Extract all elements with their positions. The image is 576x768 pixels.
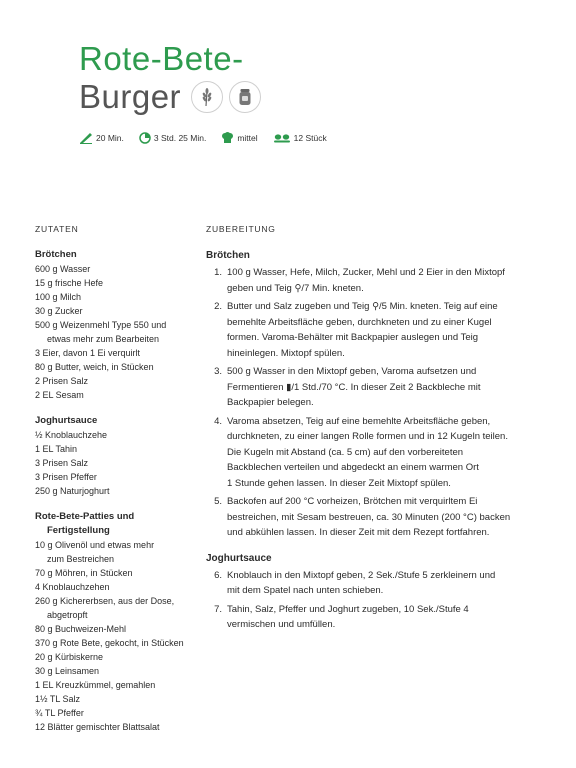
ingredient-item xyxy=(35,622,195,636)
ingredient-item xyxy=(35,594,195,622)
prep-time-label: 20 Min. xyxy=(96,133,124,143)
step-line: Die Kugeln mit Abstand (ca. 5 cm) auf den vorbereiteten xyxy=(227,446,464,458)
preparation-heading: ZUBEREITUNG xyxy=(206,224,276,234)
step-number: 3. xyxy=(214,366,222,377)
prep-time xyxy=(79,132,124,144)
servings xyxy=(273,132,327,144)
ingredient-group-title: Rote-Bete-Patties und xyxy=(35,511,135,522)
step-line: Varoma absetzen, Teig auf eine bemehlte Arbeitsfläche geben, xyxy=(227,415,491,427)
step-text xyxy=(227,265,536,296)
step-item xyxy=(206,568,536,599)
step-number: 5. xyxy=(214,496,222,507)
ingredient-item xyxy=(35,538,195,566)
step-number: 1. xyxy=(214,267,222,278)
bread-tray-icon xyxy=(273,132,291,144)
step-text xyxy=(227,299,536,361)
ingredient-item xyxy=(35,262,195,276)
step-line: mit dem Spatel nach unten schieben. xyxy=(227,585,384,596)
ingredient-line: ¾ TL Pfeffer xyxy=(35,708,84,718)
ingredient-item xyxy=(35,442,195,456)
ingredient-line: 30 g Leinsamen xyxy=(35,666,100,676)
step-item xyxy=(206,414,536,492)
ingredient-group xyxy=(35,248,195,402)
title-line-2: Burger xyxy=(79,78,182,115)
preparation-group-title: Brötchen xyxy=(206,250,250,261)
step-text xyxy=(227,494,536,541)
step-item xyxy=(206,299,536,361)
knife-icon xyxy=(79,132,93,144)
ingredient-group xyxy=(35,414,195,498)
servings-label: 12 Stück xyxy=(293,133,327,143)
step-line: Backblechen verteilen und abgedeckt an einem warmen Ort xyxy=(227,462,479,473)
ingredient-line: 370 g Rote Bete, gekocht, in Stücken xyxy=(35,638,184,648)
title-line-1: Rote-Bete- xyxy=(79,40,244,77)
ingredient-line: 2 EL Sesam xyxy=(35,390,84,400)
ingredient-line: 260 g Kichererbsen, aus der Dose, xyxy=(35,596,175,606)
step-number: 6. xyxy=(214,569,222,581)
ingredient-line: 250 g Naturjoghurt xyxy=(35,486,110,496)
ingredient-item xyxy=(35,304,195,318)
difficulty xyxy=(221,132,257,144)
ingredient-item xyxy=(35,456,195,470)
ingredient-item xyxy=(35,636,195,650)
difficulty-label: mittel xyxy=(237,133,258,143)
step-line: durchkneten, zu einer langen Rolle formen und in 12 Kugeln teilen. xyxy=(227,431,508,442)
step-line: Fermentieren ▮/1 Std./70 °C. In dieser Zeit 2 Backbleche mit xyxy=(227,381,481,393)
ingredient-group xyxy=(35,510,195,734)
step-item xyxy=(206,602,536,633)
ingredient-item xyxy=(35,678,195,692)
ingredient-item xyxy=(35,470,195,484)
ingredient-line: 70 g Möhren, in Stücken xyxy=(35,568,133,578)
ingredient-item xyxy=(35,580,195,594)
ingredient-line: 500 g Weizenmehl Type 550 und xyxy=(35,320,167,330)
ingredient-line: 10 g Olivenöl und etwas mehr xyxy=(35,540,155,550)
step-line: Butter und Salz zugeben und Teig ⚲/5 Min. kneten. Teig auf eine xyxy=(227,301,498,312)
step-item xyxy=(206,265,536,296)
ingredient-item xyxy=(35,374,195,388)
ingredient-item xyxy=(35,388,195,402)
ingredient-line: 1½ TL Salz xyxy=(35,694,81,704)
step-item xyxy=(206,364,536,411)
ingredient-item xyxy=(35,360,195,374)
ingredient-line: 15 g frische Hefe xyxy=(35,278,104,288)
ingredient-item xyxy=(35,484,195,498)
preparation-group xyxy=(206,248,536,541)
step-text xyxy=(227,414,536,492)
clock-icon xyxy=(139,132,151,144)
ingredient-line: 1 EL Kreuzkümmel, gemahlen xyxy=(35,680,156,690)
total-time xyxy=(139,132,206,144)
chef-hat-icon xyxy=(221,132,234,144)
step-line: hineinlegen. Mixtopf spülen. xyxy=(227,347,345,359)
step-line: bemehlte Arbeitsfläche geben, durchkneten und zu einer Kugel xyxy=(227,316,492,328)
title-line-2-row xyxy=(79,78,261,116)
wheat-icon xyxy=(191,81,223,113)
ingredient-line: 1 EL Tahin xyxy=(35,444,78,454)
ingredient-line: 80 g Buchweizen-Mehl xyxy=(35,624,127,634)
ingredient-item xyxy=(35,692,195,706)
ingredient-line: 600 g Wasser xyxy=(35,264,91,274)
ingredient-line: 30 g Zucker xyxy=(35,306,83,316)
step-line: Backpapier belegen. xyxy=(227,397,314,408)
step-text xyxy=(227,568,536,599)
ingredient-group-title: Brötchen xyxy=(35,249,77,260)
ingredient-line: ½ Knoblauchzehe xyxy=(35,430,108,440)
ingredient-group-title-cont: Fertigstellung xyxy=(47,525,110,536)
ingredient-item xyxy=(35,566,195,580)
ingredient-line: 3 Prisen Salz xyxy=(35,458,89,468)
step-line: 100 g Wasser, Hefe, Milch, Zucker, Mehl und 2 Eier in den Mixtopf xyxy=(227,267,505,278)
jar-icon xyxy=(229,81,261,113)
recipe-meta xyxy=(79,132,342,144)
ingredient-line: 100 g Milch xyxy=(35,292,82,302)
ingredient-line: 2 Prisen Salz xyxy=(35,376,89,386)
ingredient-line: 20 g Kürbiskerne xyxy=(35,652,104,662)
preparation-group-title: Joghurtsauce xyxy=(206,552,272,564)
step-text xyxy=(227,364,536,411)
ingredient-line: 3 Prisen Pfeffer xyxy=(35,472,97,482)
ingredients-section xyxy=(35,224,195,746)
step-line: Backofen auf 200 °C vorheizen, Brötchen mit verquirltem Ei xyxy=(227,496,478,507)
ingredient-line: zum Bestreichen xyxy=(47,554,115,564)
ingredient-line: etwas mehr zum Bearbeiten xyxy=(47,334,160,344)
ingredient-item xyxy=(35,346,195,360)
ingredient-item xyxy=(35,318,195,346)
total-time-label: 3 Std. 25 Min. xyxy=(153,133,207,143)
ingredient-item xyxy=(35,664,195,678)
step-number: 7. xyxy=(214,603,222,615)
step-line: vermischen und umfüllen. xyxy=(227,619,336,630)
step-line: 500 g Wasser in den Mixtopf geben, Varoma aufsetzen und xyxy=(227,366,477,377)
step-list xyxy=(206,568,536,633)
ingredient-item xyxy=(35,290,195,304)
ingredient-item xyxy=(35,650,195,664)
recipe-title xyxy=(79,40,261,116)
step-line: Tahin, Salz, Pfeffer und Joghurt zugeben, 10 Sek./Stufe 4 xyxy=(227,603,469,615)
step-line: bestreichen, mit Sesam bestreuen, ca. 30 Minuten (200 °C) backen xyxy=(227,511,511,523)
ingredient-item xyxy=(35,428,195,442)
step-line: 1 Stunde gehen lassen. In dieser Zeit Mixtopf spülen. xyxy=(227,477,451,489)
step-line: formen. Varoma-Behälter mit Backpapier auslegen und Teig xyxy=(227,332,479,343)
ingredient-item xyxy=(35,706,195,720)
step-line: Knoblauch in den Mixtopf geben, 2 Sek./Stufe 5 zerkleinern und xyxy=(227,569,496,581)
ingredient-line: 12 Blätter gemischter Blattsalat xyxy=(35,722,160,732)
step-list xyxy=(206,265,536,541)
step-line: geben und Teig ⚲/7 Min. kneten. xyxy=(227,282,364,294)
ingredient-line: 3 Eier, davon 1 Ei verquirlt xyxy=(35,348,141,358)
step-item xyxy=(206,494,536,541)
preparation-group xyxy=(206,551,536,633)
step-line: und abkühlen lassen. In dieser Zeit mit dem Rezept fortfahren. xyxy=(227,527,490,538)
ingredient-group-title: Joghurtsauce xyxy=(35,415,98,426)
ingredient-line: 80 g Butter, weich, in Stücken xyxy=(35,362,154,372)
ingredient-item xyxy=(35,276,195,290)
step-number: 4. xyxy=(214,415,222,427)
ingredient-line: 4 Knoblauchzehen xyxy=(35,582,110,592)
ingredient-line: abgetropft xyxy=(47,610,88,620)
step-number: 2. xyxy=(214,301,222,312)
preparation-section xyxy=(206,224,536,643)
ingredient-item xyxy=(35,720,195,734)
step-text xyxy=(227,602,536,633)
ingredients-heading: ZUTATEN xyxy=(35,224,79,234)
